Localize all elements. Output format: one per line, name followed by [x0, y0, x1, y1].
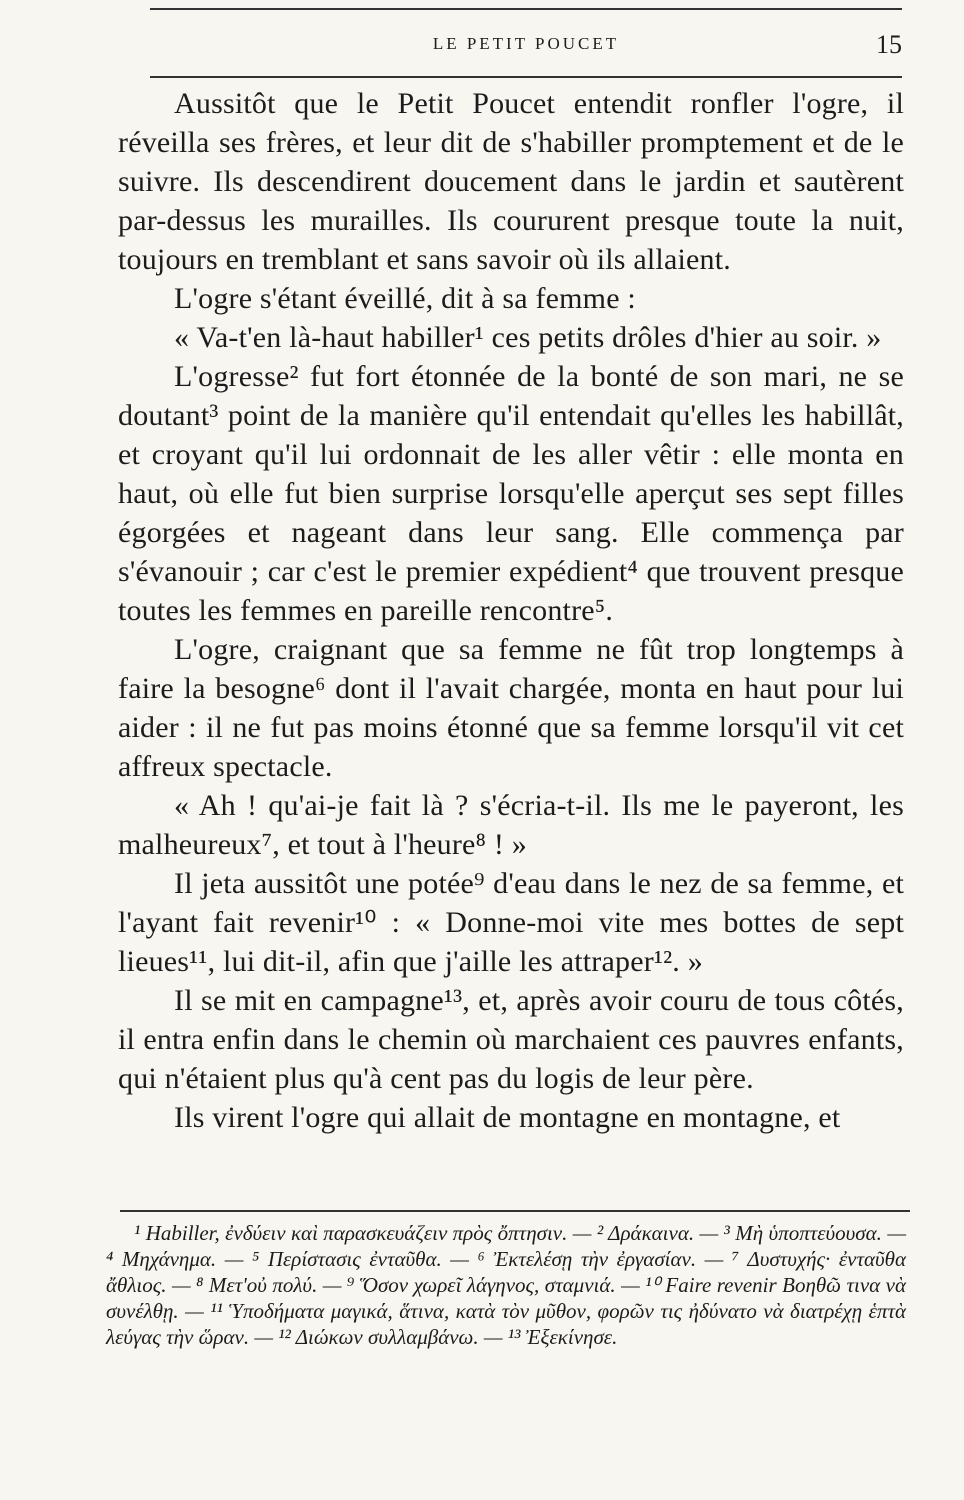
paragraph: L'ogresse² fut fort étonnée de la bonté de son mari, ne se doutant³ point de la manière qu'il entendait qu'elles les habillât, et croyant qu'il lui ordonnait de les aller vêtir : elle monta en haut, où elle fut bien surprise lorsqu'elle aperçut ses sept filles égorgées et nageant dans leur sang. Elle commença par s'évanouir ; car c'est le premier expédient⁴ que trouvent presque toutes les femmes en pareille rencontre⁵. [118, 360, 904, 627]
body-text [118, 84, 904, 1137]
page-header [150, 26, 902, 66]
paragraph: L'ogre, craignant que sa femme ne fût trop longtemps à faire la besogne⁶ dont il l'avait chargée, monta en haut pour lui aider : il ne fut pas moins étonné que sa femme lorsqu'il vit cet affreux spectacle. [118, 633, 904, 783]
header-rule [150, 76, 902, 78]
paragraph: L'ogre s'étant éveillé, dit à sa femme : [174, 282, 636, 315]
paragraph: « Va-t'en là-haut habiller¹ ces petits drôles d'hier au soir. » [174, 321, 882, 354]
running-title: LE PETIT POUCET [432, 34, 620, 53]
paragraph: Aussitôt que le Petit Poucet entendit ronfler l'ogre, il réveilla ses frères, et leur dit de s'habiller promptement et de le suivre. Ils descendirent doucement dans le jardin et sautèrent par-dessus les murailles. Ils coururent presque toute la nuit, toujours en tremblant et sans savoir où ils allaient. [118, 87, 904, 276]
paragraph: Il se mit en campagne¹³, et, après avoir couru de tous côtés, il entra enfin dans le chemin où marchaient ces pauvres enfants, qui n'étaient plus qu'à cent pas du logis de leur père. [118, 984, 904, 1095]
paragraph: Il jeta aussitôt une potée⁹ d'eau dans le nez de sa femme, et l'ayant fait revenir¹⁰ : « Donne-moi vite mes bottes de sept lieues¹¹, lui dit-il, afin que j'aille les attraper¹². » [118, 867, 904, 978]
paragraph: « Ah ! qu'ai-je fait là ? s'écria-t-il. Ils me le payeront, les malheureux⁷, et tout à l'heure⁸ ! » [118, 789, 904, 861]
footnotes [106, 1220, 906, 1350]
page-number: 15 [876, 30, 902, 59]
footnote-rule [120, 1210, 910, 1212]
footnote-text: ¹ Habiller, ἐνδύειν καὶ παρασκευάζειν πρὸς ὄπτησιν. — ² Δράκαινα. — ³ Μὴ ὑποπτεύουσα. — ⁴ Μηχάνημα. — ⁵ Περίστασις ἐνταῦθα. — ⁶ Ἐκτελέσῃ τὴν ἐργασίαν. — ⁷ Δυστυχής· ἐνταῦθα ἄθλιος. — ⁸ Μετ'οὐ πολύ. — ⁹ Ὅσον χωρεῖ λάγηνος, σταμνιά. — ¹⁰ Faire revenir Βοηθῶ τινα νὰ συνέλθῃ. — ¹¹ Ὑποδήματα μαγικά, ἅτινα, κατὰ τὸν μῦθον, φορῶν τις ἠδύνατο νὰ διατρέχῃ ἑπτὰ λεύγας τὴν ὥραν. — ¹² Διώκων συλλαμβάνω. — ¹³ Ἐξεκίνησε. [106, 1221, 906, 1349]
top-rule [150, 8, 902, 10]
paragraph: Ils virent l'ogre qui allait de montagne en montagne, et [174, 1101, 841, 1134]
